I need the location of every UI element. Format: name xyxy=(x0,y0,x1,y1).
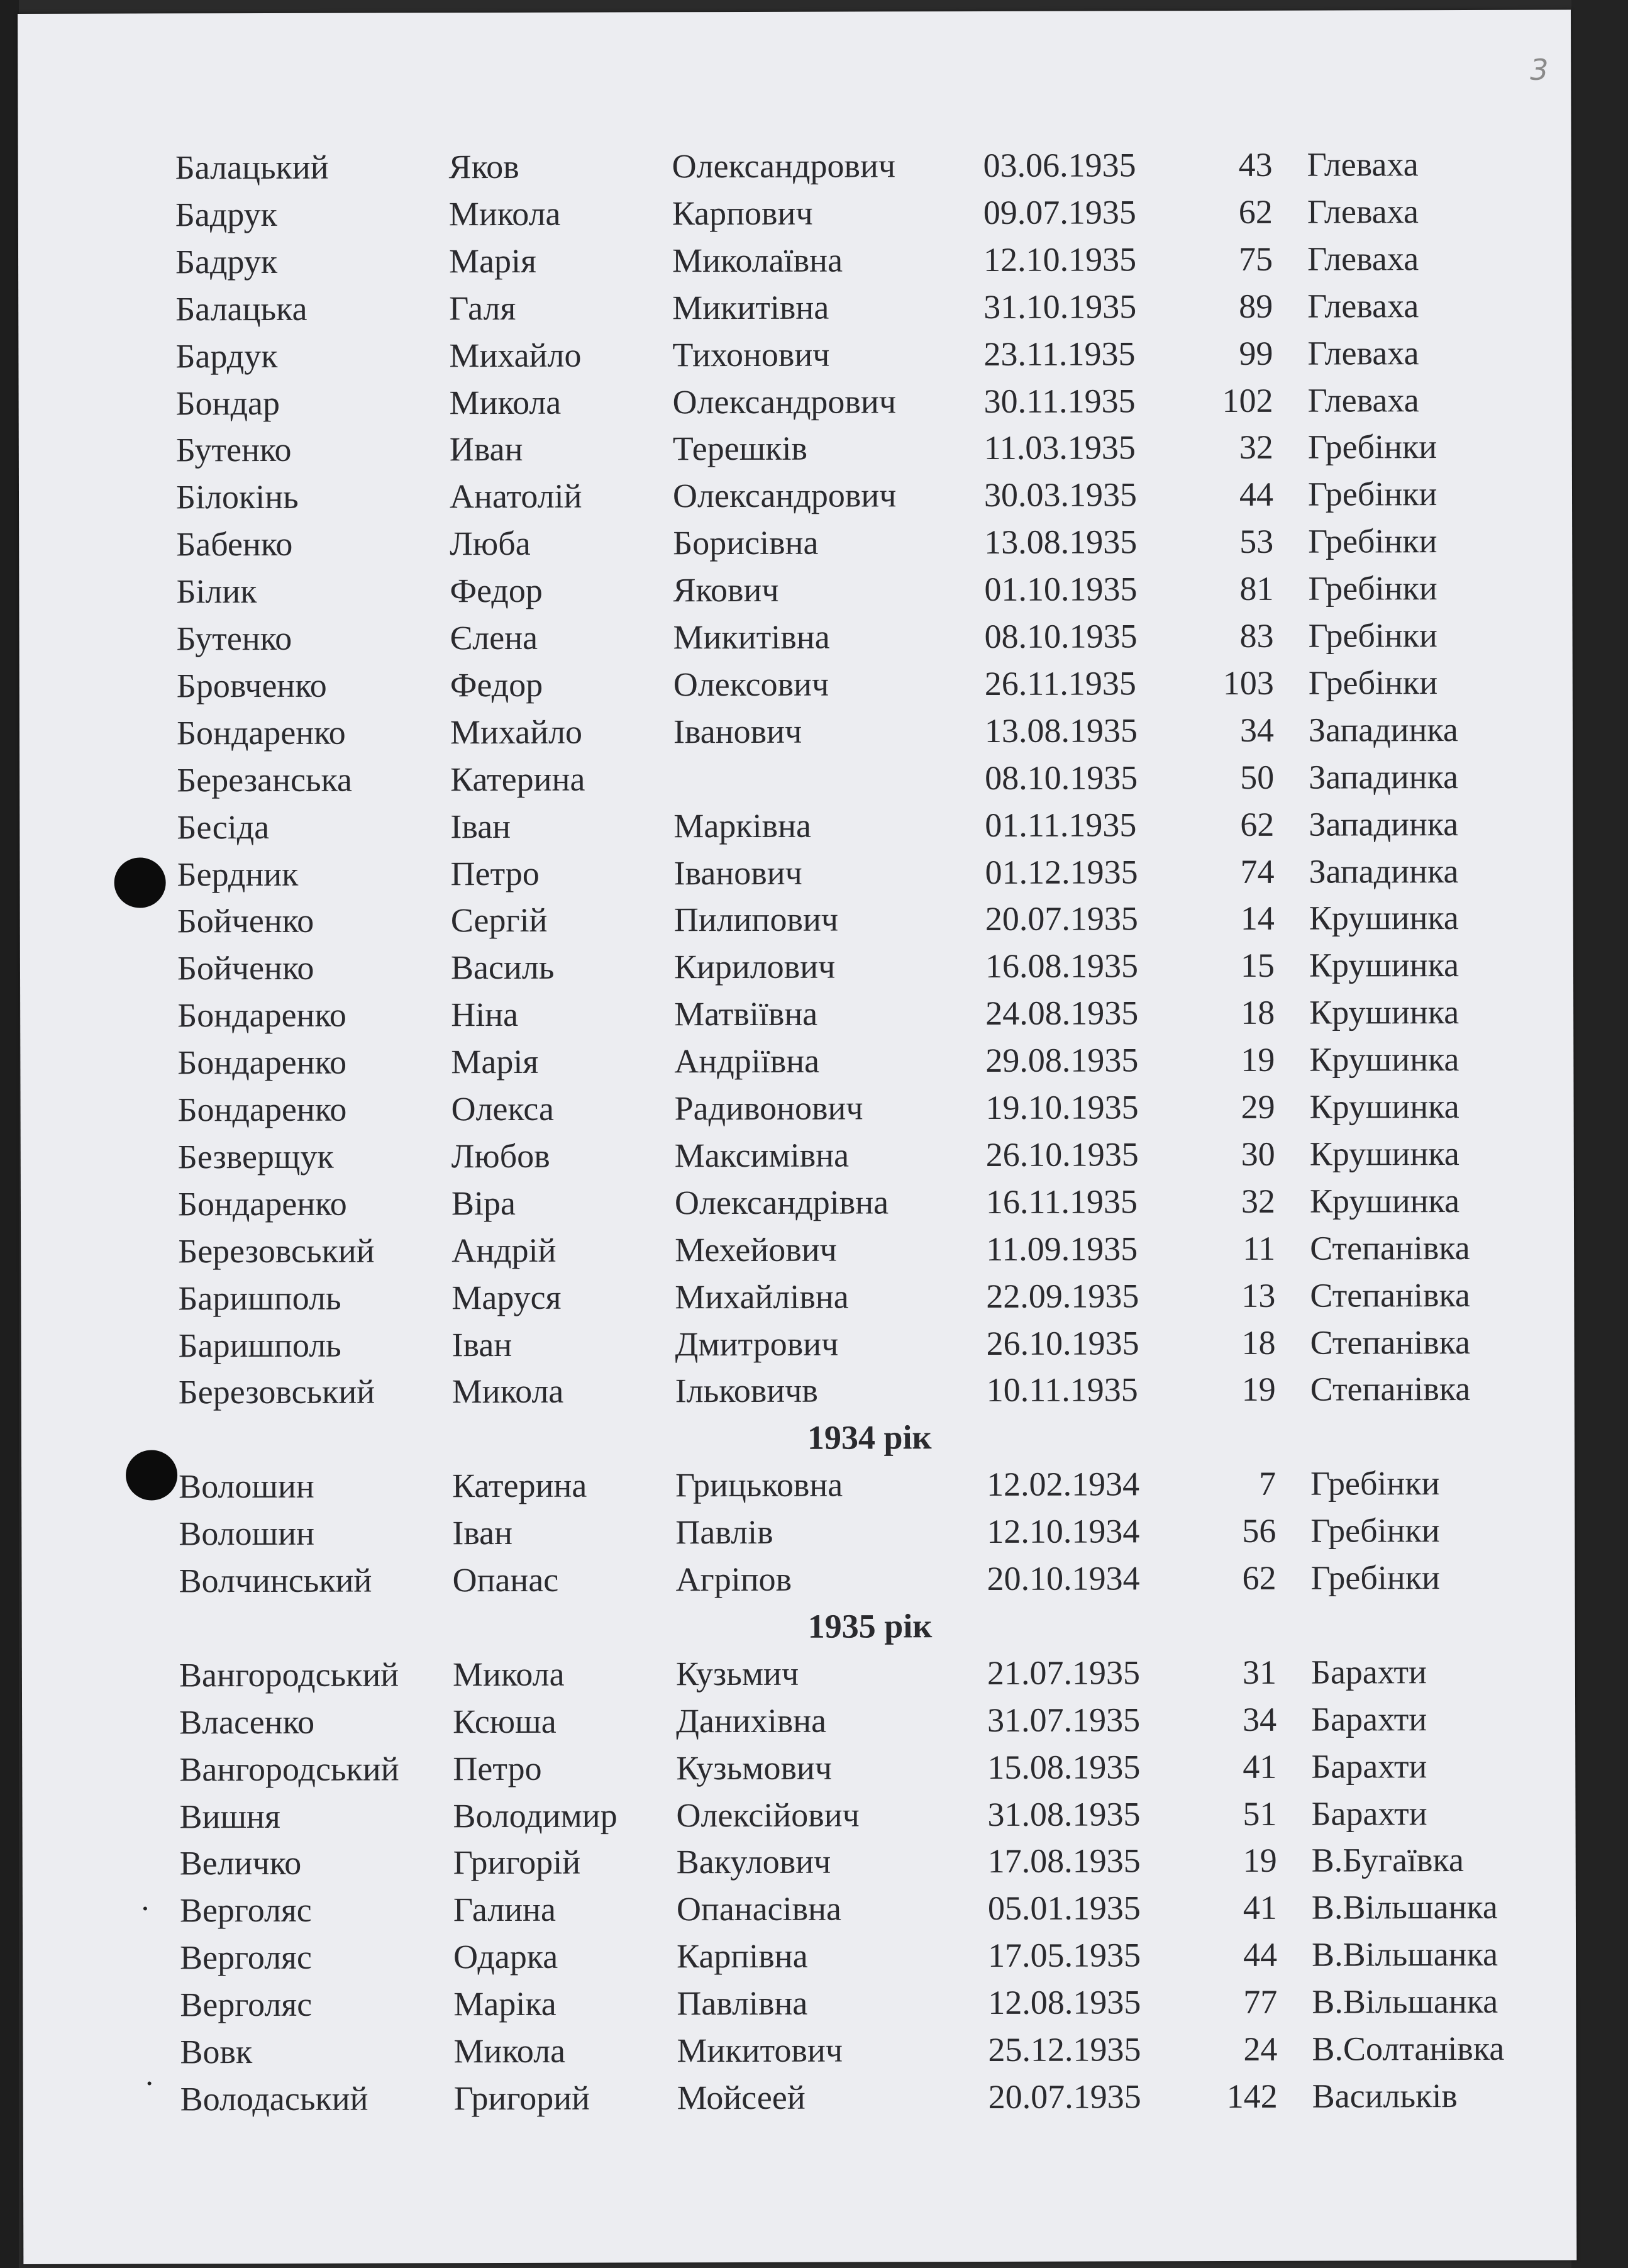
cell-surname: Балацька xyxy=(175,289,307,328)
table-row xyxy=(20,943,1573,991)
cell-patronymic: Павлівна xyxy=(677,1984,808,2023)
cell-village: Крушинка xyxy=(1309,899,1459,938)
cell-surname: Вишня xyxy=(179,1797,280,1835)
cell-surname: Величко xyxy=(179,1844,302,1882)
cell-record-number: 62 xyxy=(1240,805,1275,843)
cell-village: Западинка xyxy=(1309,804,1459,843)
cell-date: 26.11.1935 xyxy=(984,664,1136,703)
cell-date: 11.09.1935 xyxy=(986,1230,1138,1268)
cell-surname: Бондаренко xyxy=(177,1184,347,1223)
cell-first-name: Єлена xyxy=(450,618,538,657)
cell-patronymic: Михайлівна xyxy=(675,1277,849,1316)
cell-date: 12.02.1934 xyxy=(987,1465,1140,1504)
cell-record-number: 56 xyxy=(1242,1511,1276,1550)
cell-record-number: 32 xyxy=(1241,1182,1276,1220)
cell-record-number: 13 xyxy=(1241,1276,1276,1315)
cell-village: Западинка xyxy=(1308,710,1458,749)
cell-record-number: 34 xyxy=(1239,711,1275,749)
table-row xyxy=(22,1696,1575,1744)
cell-village: Степанівка xyxy=(1310,1228,1470,1267)
cell-date: 31.10.1935 xyxy=(983,287,1137,326)
cell-village: Степанівка xyxy=(1310,1323,1471,1362)
cell-village: Гребінки xyxy=(1308,522,1437,560)
cell-first-name: Катерина xyxy=(452,1466,587,1505)
table-row xyxy=(23,1932,1576,1980)
cell-first-name: Катерина xyxy=(450,760,585,798)
cell-surname: Бесіда xyxy=(177,808,270,846)
cell-patronymic: Павлів xyxy=(675,1513,773,1552)
cell-first-name: Микола xyxy=(452,1655,565,1693)
cell-surname: Бадрук xyxy=(175,195,277,234)
cell-date: 31.07.1935 xyxy=(987,1701,1141,1739)
table-row xyxy=(19,472,1572,520)
table-row xyxy=(19,377,1572,425)
cell-village: Глеваха xyxy=(1307,192,1419,231)
cell-record-number: 77 xyxy=(1243,1982,1278,2021)
cell-patronymic: Іванович xyxy=(673,853,802,892)
cell-surname: Бойченко xyxy=(177,902,314,940)
cell-patronymic: Олександрівна xyxy=(674,1183,889,1222)
cell-surname: Бердник xyxy=(177,855,299,893)
cell-first-name: Петро xyxy=(453,1749,542,1787)
cell-record-number: 74 xyxy=(1240,852,1275,891)
cell-village: В.Вільшанка xyxy=(1312,1935,1498,1974)
cell-first-name: Віра xyxy=(451,1184,516,1222)
cell-village: В.Вільшанка xyxy=(1311,1888,1498,1926)
cell-date: 13.08.1935 xyxy=(984,523,1138,562)
cell-surname: Білокінь xyxy=(175,478,299,516)
cell-date: 16.08.1935 xyxy=(985,947,1139,986)
document-page xyxy=(18,10,1576,2264)
cell-surname: Безверщук xyxy=(177,1137,334,1176)
table-row xyxy=(22,1649,1575,1697)
cell-village: В.Солтанівка xyxy=(1312,2029,1505,2068)
cell-surname: Бондаренко xyxy=(177,996,346,1035)
cell-record-number: 62 xyxy=(1242,1559,1276,1597)
cell-first-name: Иван xyxy=(449,430,523,469)
cell-patronymic: Микитівна xyxy=(673,618,830,657)
cell-village: Гребінки xyxy=(1308,616,1437,655)
table-row xyxy=(21,1320,1574,1367)
cell-first-name: Галя xyxy=(449,289,516,327)
cell-date: 09.07.1935 xyxy=(983,193,1136,231)
cell-first-name: Опанас xyxy=(452,1560,559,1599)
cell-first-name: Григорий xyxy=(453,2079,590,2118)
table-row xyxy=(19,660,1573,708)
cell-patronymic: Ільковичв xyxy=(675,1372,818,1410)
table-row xyxy=(18,189,1571,236)
table-row xyxy=(21,1555,1575,1603)
cell-patronymic: Дмитрович xyxy=(675,1325,839,1363)
cell-patronymic: Микитівна xyxy=(672,288,829,326)
cell-surname: Бабенко xyxy=(176,525,293,564)
table-row xyxy=(22,1743,1575,1791)
cell-first-name: Микола xyxy=(453,2032,566,2071)
cell-record-number: 14 xyxy=(1240,899,1275,938)
table-row xyxy=(18,236,1571,284)
cell-surname: Бондаренко xyxy=(177,1090,347,1129)
cell-record-number: 44 xyxy=(1243,1935,1278,1974)
cell-surname: Верголяс xyxy=(179,1891,312,1930)
cell-date: 08.10.1935 xyxy=(985,759,1138,797)
cell-village: Крушинка xyxy=(1309,946,1459,984)
cell-village: Крушинка xyxy=(1309,993,1459,1031)
cell-record-number: 142 xyxy=(1226,2077,1278,2115)
cell-date: 31.08.1935 xyxy=(987,1794,1141,1833)
cell-surname: Бойченко xyxy=(177,949,314,987)
cell-date: 03.06.1935 xyxy=(983,146,1136,184)
cell-surname: Вовк xyxy=(180,2033,253,2071)
table-row xyxy=(19,566,1572,614)
cell-patronymic: Терешків xyxy=(672,430,808,468)
cell-surname: Волошин xyxy=(179,1467,314,1506)
cell-first-name: Маріка xyxy=(453,1984,557,2023)
cell-patronymic: Олександрович xyxy=(672,147,896,186)
cell-date: 20.10.1934 xyxy=(987,1559,1140,1598)
cell-surname: Верголяс xyxy=(180,1985,313,2024)
cell-date: 17.05.1935 xyxy=(988,1936,1141,1975)
cell-date: 26.10.1935 xyxy=(985,1135,1139,1174)
cell-patronymic: Олексович xyxy=(673,665,829,704)
cell-village: Гребінки xyxy=(1310,1511,1440,1550)
table-row xyxy=(23,1979,1576,2027)
cell-village: В.Вільшанка xyxy=(1312,1982,1498,2021)
cell-first-name: Михайло xyxy=(450,713,583,751)
cell-patronymic: Агріпов xyxy=(675,1560,792,1599)
cell-record-number: 19 xyxy=(1241,1370,1276,1409)
cell-date: 13.08.1935 xyxy=(984,711,1138,750)
table-row xyxy=(20,1037,1573,1085)
cell-surname: Волошин xyxy=(179,1514,315,1553)
cell-village: Западинка xyxy=(1309,757,1459,796)
table-row xyxy=(20,990,1573,1038)
cell-record-number: 75 xyxy=(1238,240,1273,278)
cell-surname: Бутенко xyxy=(175,431,292,469)
cell-first-name: Микола xyxy=(451,1372,564,1411)
year-heading-1935: 1935 рік xyxy=(807,1607,933,1645)
cell-first-name: Михайло xyxy=(449,336,582,374)
cell-patronymic: Вакулович xyxy=(676,1843,831,1881)
cell-record-number: 41 xyxy=(1243,1747,1277,1786)
cell-record-number: 34 xyxy=(1243,1700,1277,1738)
cell-village: Глеваха xyxy=(1307,239,1419,278)
cell-first-name: Володимир xyxy=(453,1796,617,1835)
cell-record-number: 103 xyxy=(1222,664,1274,702)
cell-village: Глеваха xyxy=(1307,333,1419,372)
cell-patronymic: Микитович xyxy=(677,2031,843,2070)
cell-date: 08.10.1935 xyxy=(984,617,1138,655)
cell-first-name: Одарка xyxy=(453,1937,558,1976)
cell-record-number: 24 xyxy=(1243,2030,1278,2068)
cell-village: Глеваха xyxy=(1307,145,1419,184)
cell-record-number: 29 xyxy=(1241,1087,1275,1126)
cell-surname: Бутенко xyxy=(176,619,292,658)
cell-patronymic: Данихівна xyxy=(676,1701,827,1740)
cell-first-name: Петро xyxy=(450,854,540,892)
cell-surname: Бровченко xyxy=(176,666,327,705)
cell-record-number: 11 xyxy=(1243,1229,1276,1267)
cell-date: 10.11.1935 xyxy=(986,1370,1138,1409)
cell-first-name: Іван xyxy=(450,807,511,845)
cell-first-name: Ксюша xyxy=(453,1702,557,1740)
cell-village: Гребінки xyxy=(1308,569,1437,608)
cell-date: 15.08.1935 xyxy=(987,1747,1141,1786)
cell-first-name: Галина xyxy=(453,1891,557,1929)
cell-first-name: Федор xyxy=(450,571,543,610)
table-row xyxy=(23,2026,1576,2074)
cell-date: 12.08.1935 xyxy=(988,1983,1141,2022)
table-row xyxy=(23,1885,1576,1933)
cell-village: Гребінки xyxy=(1310,1559,1440,1597)
cell-record-number: 15 xyxy=(1240,947,1275,985)
page-number: 3 xyxy=(1530,52,1549,87)
cell-date: 20.07.1935 xyxy=(988,2077,1141,2116)
cell-patronymic: Тихонович xyxy=(672,335,830,374)
cell-village: Глеваха xyxy=(1307,381,1419,420)
cell-surname: Бондаренко xyxy=(176,713,346,752)
cell-patronymic: Марківна xyxy=(673,806,812,845)
cell-village: Барахти xyxy=(1311,1794,1427,1833)
cell-patronymic: Кузьмович xyxy=(676,1748,833,1787)
cell-first-name: Іван xyxy=(451,1325,512,1364)
cell-patronymic: Карпович xyxy=(672,194,813,233)
cell-surname: Березовський xyxy=(178,1372,375,1411)
cell-record-number: 31 xyxy=(1242,1653,1276,1691)
cell-record-number: 102 xyxy=(1222,381,1273,420)
cell-village: Васильків xyxy=(1312,2076,1458,2115)
cell-village: Крушинка xyxy=(1309,1134,1459,1173)
cell-record-number: 18 xyxy=(1241,1323,1276,1362)
cell-patronymic: Олексійович xyxy=(676,1796,860,1834)
cell-village: Крушинка xyxy=(1309,1181,1460,1220)
cell-surname: Березовський xyxy=(178,1231,375,1270)
cell-surname: Бондар xyxy=(175,384,280,422)
cell-village: Барахти xyxy=(1311,1747,1427,1786)
cell-date: 30.11.1935 xyxy=(983,381,1136,420)
cell-record-number: 62 xyxy=(1238,192,1273,231)
cell-first-name: Олекса xyxy=(451,1089,555,1128)
cell-date: 23.11.1935 xyxy=(983,334,1136,373)
cell-village: Крушинка xyxy=(1309,1087,1459,1126)
cell-surname: Білик xyxy=(176,572,257,611)
cell-date: 01.11.1935 xyxy=(985,805,1137,844)
cell-first-name: Андрій xyxy=(451,1231,557,1269)
cell-first-name: Сергій xyxy=(450,901,548,940)
cell-record-number: 83 xyxy=(1239,616,1274,655)
cell-patronymic: Миколаївна xyxy=(672,241,843,280)
cell-surname: Березанська xyxy=(177,760,353,799)
cell-date: 19.10.1935 xyxy=(985,1088,1139,1126)
cell-village: Барахти xyxy=(1311,1699,1427,1738)
cell-surname: Волчинський xyxy=(179,1561,372,1600)
cell-first-name: Любов xyxy=(451,1137,550,1176)
cell-date: 01.12.1935 xyxy=(985,852,1138,891)
cell-record-number: 99 xyxy=(1239,334,1273,372)
cell-date: 22.09.1935 xyxy=(986,1276,1139,1315)
cell-patronymic: Якович xyxy=(673,570,779,609)
cell-village: Гребінки xyxy=(1307,428,1437,467)
cell-village: Глеваха xyxy=(1307,286,1419,325)
table-row xyxy=(19,754,1573,802)
cell-village: Гребінки xyxy=(1310,1464,1440,1503)
cell-first-name: Федор xyxy=(450,665,543,704)
table-row xyxy=(19,848,1573,896)
cell-record-number: 51 xyxy=(1243,1794,1277,1833)
cell-patronymic: Борисівна xyxy=(673,523,819,562)
cell-first-name: Марія xyxy=(448,242,536,281)
scan-background-right xyxy=(1571,0,1628,2268)
cell-surname: Баришполь xyxy=(178,1326,341,1364)
table-row xyxy=(23,1838,1576,1886)
table-row xyxy=(23,2073,1576,2121)
cell-patronymic: Максимівна xyxy=(674,1136,850,1175)
table-row xyxy=(21,1131,1574,1179)
table-row xyxy=(21,1461,1575,1509)
table-row xyxy=(19,707,1573,755)
table-row xyxy=(21,1367,1575,1415)
cell-date: 01.10.1935 xyxy=(984,570,1138,609)
cell-record-number: 30 xyxy=(1241,1135,1275,1173)
table-row xyxy=(21,1272,1574,1320)
cell-patronymic: Кузьмич xyxy=(675,1654,799,1693)
cell-date: 17.08.1935 xyxy=(987,1842,1141,1881)
cell-patronymic: Пилипович xyxy=(673,900,839,939)
cell-date: 29.08.1935 xyxy=(985,1041,1139,1080)
table-row xyxy=(19,801,1573,849)
cell-record-number: 44 xyxy=(1239,475,1274,514)
cell-patronymic: Радивонович xyxy=(674,1089,863,1128)
cell-surname: Володаський xyxy=(180,2079,368,2118)
table-row xyxy=(18,142,1571,190)
cell-record-number: 89 xyxy=(1239,287,1273,325)
cell-record-number: 19 xyxy=(1241,1040,1275,1079)
cell-first-name: Марія xyxy=(451,1042,539,1081)
cell-surname: Вангородський xyxy=(179,1655,399,1694)
cell-date: 24.08.1935 xyxy=(985,994,1139,1033)
table-row xyxy=(21,1225,1574,1273)
table-row xyxy=(19,613,1573,661)
scan-background-left xyxy=(0,0,19,2268)
cell-village: В.Бугаївка xyxy=(1311,1841,1464,1880)
table-row xyxy=(22,1791,1575,1838)
burial-register-table xyxy=(18,10,1571,2118)
cell-record-number: 50 xyxy=(1240,758,1275,796)
cell-village: Степанівка xyxy=(1310,1276,1470,1315)
cell-first-name: Микола xyxy=(448,194,561,233)
cell-surname: Бадрук xyxy=(175,242,278,281)
cell-record-number: 43 xyxy=(1238,145,1273,184)
cell-village: Крушинка xyxy=(1309,1040,1459,1079)
cell-village: Гребінки xyxy=(1308,663,1438,702)
cell-date: 21.07.1935 xyxy=(987,1654,1140,1692)
table-row xyxy=(18,330,1571,378)
cell-patronymic: Олександрович xyxy=(672,476,897,515)
table-row xyxy=(20,1084,1573,1132)
cell-patronymic: Іванович xyxy=(673,712,802,751)
table-row xyxy=(19,519,1572,567)
cell-village: Западинка xyxy=(1309,852,1459,891)
cell-record-number: 53 xyxy=(1239,522,1274,561)
table-row xyxy=(20,896,1573,943)
cell-surname: Балацький xyxy=(175,148,329,187)
cell-surname: Вангородський xyxy=(179,1750,399,1788)
cell-patronymic: Андріївна xyxy=(674,1042,820,1081)
table-row xyxy=(18,283,1571,331)
cell-date: 25.12.1935 xyxy=(988,2030,1141,2069)
cell-patronymic: Кирилович xyxy=(673,947,836,986)
cell-date: 20.07.1935 xyxy=(985,899,1138,938)
cell-date: 05.01.1935 xyxy=(987,1889,1141,1928)
cell-first-name: Яков xyxy=(448,147,519,186)
cell-date: 30.03.1935 xyxy=(983,475,1138,514)
cell-date: 12.10.1935 xyxy=(983,240,1137,279)
cell-surname: Власенко xyxy=(179,1703,315,1742)
cell-village: Степанівка xyxy=(1310,1370,1471,1409)
cell-patronymic: Олександрович xyxy=(672,382,897,421)
cell-patronymic: Карпівна xyxy=(677,1937,808,1976)
cell-first-name: Григорій xyxy=(453,1843,581,1882)
cell-date: 12.10.1934 xyxy=(987,1512,1140,1551)
cell-first-name: Микола xyxy=(449,383,562,421)
table-row xyxy=(21,1508,1575,1556)
cell-surname: Бардук xyxy=(175,336,278,375)
cell-patronymic: Мойсеей xyxy=(677,2078,806,2117)
cell-patronymic: Грицьковна xyxy=(675,1465,843,1504)
cell-record-number: 32 xyxy=(1239,428,1273,467)
table-row xyxy=(19,425,1572,472)
cell-first-name: Ніна xyxy=(451,996,519,1034)
cell-date: 16.11.1935 xyxy=(985,1182,1138,1221)
cell-first-name: Маруся xyxy=(451,1278,562,1316)
cell-record-number: 41 xyxy=(1243,1889,1277,1927)
cell-first-name: Іван xyxy=(452,1514,513,1552)
cell-record-number: 81 xyxy=(1239,569,1274,608)
cell-surname: Бондаренко xyxy=(177,1043,347,1082)
cell-patronymic: Матвіївна xyxy=(674,994,818,1033)
cell-record-number: 19 xyxy=(1243,1842,1277,1880)
cell-surname: Верголяс xyxy=(180,1938,313,1977)
cell-first-name: Анатолій xyxy=(449,477,582,516)
cell-patronymic: Опанасівна xyxy=(676,1889,842,1928)
cell-first-name: Василь xyxy=(450,948,555,987)
year-heading-1934: 1934 рік xyxy=(807,1418,932,1457)
cell-record-number: 7 xyxy=(1259,1464,1276,1503)
table-row xyxy=(21,1178,1574,1226)
cell-patronymic: Мехейович xyxy=(675,1230,837,1269)
cell-village: Барахти xyxy=(1310,1652,1427,1691)
cell-surname: Баришполь xyxy=(178,1279,341,1317)
cell-first-name: Люба xyxy=(450,525,531,563)
cell-record-number: 18 xyxy=(1241,993,1275,1032)
cell-village: Гребінки xyxy=(1307,475,1437,513)
cell-date: 11.03.1935 xyxy=(983,428,1136,467)
cell-date: 26.10.1935 xyxy=(986,1323,1139,1362)
